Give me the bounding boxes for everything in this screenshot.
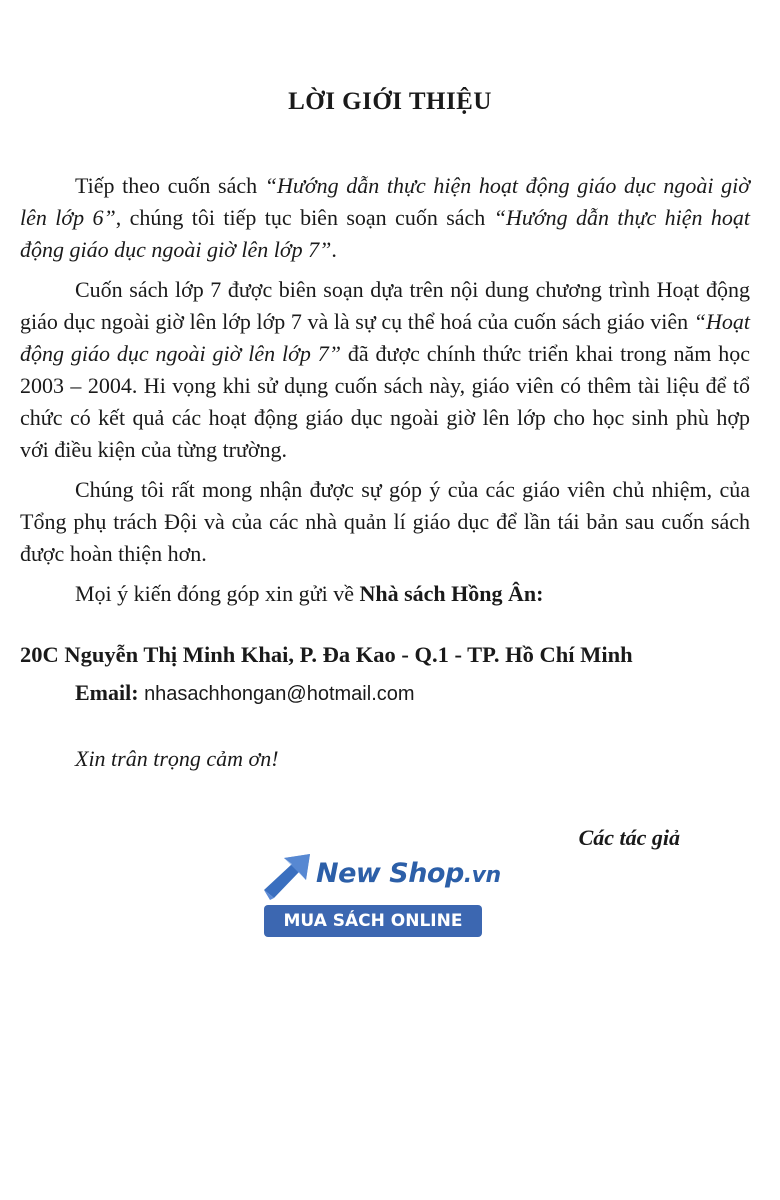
newshop-logo	[262, 850, 501, 942]
logo-domain: .vn	[463, 863, 501, 888]
arrow-icon	[262, 850, 314, 902]
p2-text-a: Cuốn sách lớp 7 được biên soạn dựa trên nội dung chương trình Hoạt động giáo dục ngoài giờ lên lớp lớp 7 và là sự cụ thể hoá của cuốn sách giáo viên	[20, 277, 750, 334]
logo-wordmark	[316, 858, 501, 889]
logo-badge: MUA SÁCH ONLINE	[264, 905, 482, 937]
paragraph-2	[20, 274, 750, 466]
thanks-line: Xin trân trọng cảm ơn!	[75, 746, 279, 771]
p4-text-a: Mọi ý kiến đóng góp xin gửi về	[75, 581, 360, 606]
bookstore-address: 20C Nguyễn Thị Minh Khai, P. Đa Kao - Q.1 - TP. Hồ Chí Minh	[20, 642, 633, 667]
page-title: LỜI GIỚI THIỆU	[288, 88, 492, 115]
logo-name: New Shop	[316, 858, 464, 889]
email-label: Email:	[75, 680, 139, 705]
p1-text-c: , chúng tôi tiếp tục biên soạn cuốn sách	[115, 205, 494, 230]
intro-body	[20, 170, 750, 614]
p2-text-c: đã được chính thức triển khai trong năm học 2003 – 2004. Hi vọng khi sử dụng cuốn sách này, giáo viên có thêm tài liệu để tổ chức có kết quả các hoạt động giáo dục ngoài giờ lên lớp cho học sinh phù hợp với điều kiện của từng trường.	[20, 341, 750, 462]
bookstore-name: Nhà sách Hồng Ân:	[359, 581, 544, 606]
email-line	[75, 680, 415, 706]
p1-book-title-6: “Hướng dẫn thực hiện hoạt động giáo dục ngoài giờ lên lớp 6”	[20, 173, 750, 230]
p1-text-a: Tiếp theo cuốn sách	[75, 173, 265, 198]
p1-text-e: .	[331, 237, 337, 262]
paragraph-1	[20, 170, 750, 266]
paragraph-3: Chúng tôi rất mong nhận được sự góp ý của các giáo viên chủ nhiệm, của Tổng phụ trách Đội và của các nhà quản lí giáo dục để lần tái bản sau cuốn sách được hoàn thiện hơn.	[20, 477, 750, 566]
p1-book-title-7: “Hướng dẫn thực hiện hoạt động giáo dục ngoài giờ lên lớp 7”	[20, 205, 750, 262]
authors-signature: Các tác giả	[578, 825, 680, 850]
paragraph-4	[20, 578, 750, 610]
email-value: nhasachhongan@hotmail.com	[144, 683, 415, 705]
p2-teacher-book-title: “Hoạt động giáo dục ngoài giờ lên lớp 7”	[20, 309, 750, 366]
